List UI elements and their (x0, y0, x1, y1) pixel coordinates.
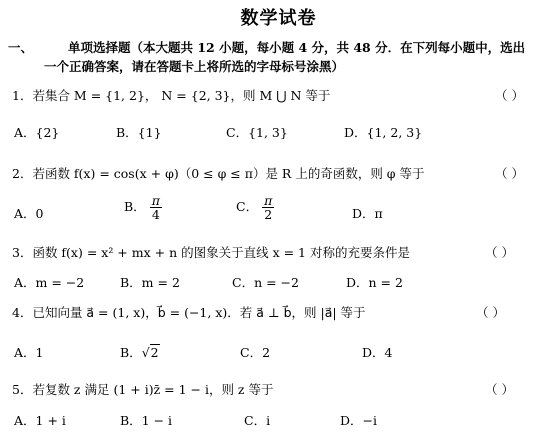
section-heading: 单项选择题（本大题共 12 小题，每小题 4 分，共 48 分．在下列每小题中，选出 (68, 40, 526, 55)
question-3-option-a: A．m = −2 (14, 275, 85, 290)
question-1-answer-paren: （ ） (495, 88, 524, 103)
sqrt-icon: √2 (141, 345, 159, 360)
question-2-option-b-fraction (150, 194, 162, 221)
question-4-option-b-radicand: 2 (150, 345, 159, 360)
question-4-option-c: C．2 (240, 345, 271, 360)
question-1-option-b: B．{1} (116, 125, 162, 140)
question-2-stem: 2．若函数 f(x) = cos(x + φ)（0 ≤ φ ≤ π）是 R 上的奇函数，则 φ 等于 (12, 166, 425, 181)
question-1-option-a: A．{2} (14, 125, 60, 140)
question-2-option-c-fraction (262, 194, 274, 221)
question-1-option-c: C．{1, 3} (226, 125, 288, 140)
question-2-option-b-numerator: π (151, 193, 160, 208)
question-5-option-c: C．i (244, 413, 271, 428)
question-4-option-b (120, 343, 160, 361)
page-title: 数学试卷 (240, 8, 317, 29)
question-2-answer-paren: （ ） (495, 166, 524, 181)
question-5-option-d: D．−i (340, 413, 377, 428)
question-2-option-b-label: B． (124, 199, 146, 215)
question-2-option-c-label: C． (236, 199, 259, 215)
question-3-option-d: D．n = 2 (346, 275, 403, 290)
question-2-option-c-denominator: 2 (264, 207, 273, 223)
question-2-option-a: A．0 (14, 206, 44, 221)
question-2-option-b (124, 194, 162, 221)
question-1-option-d: D．{1, 2, 3} (344, 125, 423, 140)
question-4-stem: 4．已知向量 a⃗ = (1, x)，b⃗ = (−1, x)．若 a⃗ ⊥ b⃗，则 |a⃗| 等于 (12, 305, 366, 320)
section-heading-cont: 一个正确答案，请在答题卡上将所选的字母标号涂黑） (44, 59, 345, 74)
question-3-answer-paren: （ ） (485, 245, 514, 260)
question-2-option-b-denominator: 4 (151, 207, 160, 223)
question-3-option-c: C．n = −2 (232, 275, 299, 290)
question-4-option-d: D．4 (362, 345, 393, 360)
question-5-stem: 5．若复数 z 满足 (1 + i)z̄ = 1 − i，则 z 等于 (12, 382, 274, 397)
question-3-stem: 3．函数 f(x) = x² + mx + n 的图象关于直线 x = 1 对称的充要条件是 (12, 245, 410, 260)
question-5-option-a: A．1 + i (14, 413, 66, 428)
question-4-answer-paren: （ ） (476, 305, 505, 320)
question-3-option-b: B．m = 2 (120, 275, 180, 290)
question-5-answer-paren: （ ） (485, 382, 514, 397)
section-number: 一、 (8, 40, 34, 55)
question-2-option-d: D．π (352, 206, 383, 221)
question-4-option-b-label: B． (120, 345, 142, 360)
question-1-stem: 1．若集合 M = {1, 2}， N = {2, 3}，则 M ⋃ N 等于 (12, 88, 331, 103)
question-4-option-a: A．1 (14, 345, 44, 360)
question-5-option-b: B．1 − i (120, 413, 173, 428)
question-2-option-c-numerator: π (264, 193, 273, 208)
question-2-option-c (236, 194, 274, 221)
